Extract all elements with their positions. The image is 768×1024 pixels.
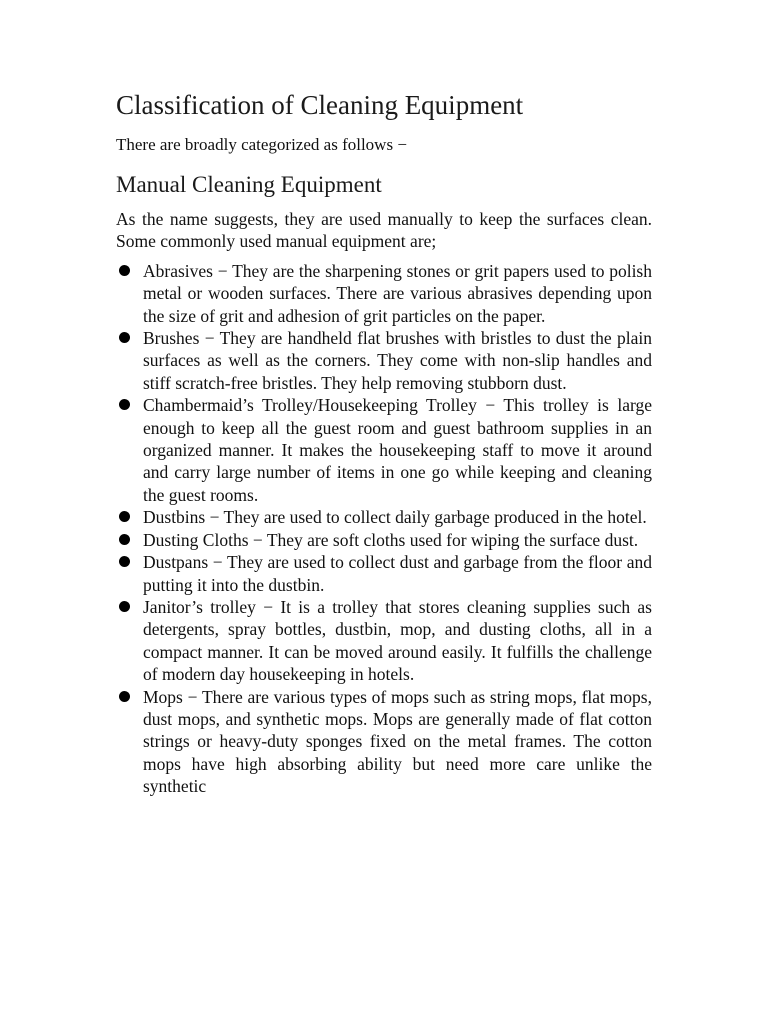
- list-item-brushes: [116, 327, 652, 394]
- list-item-mops: [116, 686, 652, 798]
- document-page: [116, 88, 652, 798]
- item-term: Dustpans: [143, 552, 209, 573]
- item-description: There are various types of mops such as string mops, flat mops, dust mops, and synthetic mops. Mops are generally made of flat cotton strings or heavy-duty sponges fixed on the metal frames. The cotton mops have high absorbing ability but need more care unlike the synthetic: [143, 686, 652, 797]
- equipment-list: [116, 260, 652, 798]
- item-term: Janitor’s trolley: [143, 596, 256, 617]
- bullet-icon: [119, 332, 130, 343]
- bullet-icon: [119, 556, 130, 567]
- intro-paragraph: As the name suggests, they are used manually to keep the surfaces clean. Some commonly used manual equipment are;: [116, 209, 652, 252]
- item-term: Mops: [143, 686, 183, 707]
- item-separator: −: [199, 328, 220, 349]
- item-separator: −: [205, 507, 224, 528]
- item-term: Abrasives: [143, 260, 213, 281]
- item-description: They are the sharpening stones or grit papers used to polish metal or wooden surfaces. There are various abrasives depending upon the size of grit and adhesion of grit particles on the paper.: [143, 260, 652, 326]
- bullet-icon: [119, 265, 130, 276]
- item-term: Dustbins: [143, 507, 206, 528]
- item-description: They are used to collect daily garbage produced in the hotel.: [223, 507, 647, 528]
- list-item-dustpans: [116, 551, 652, 596]
- bullet-icon: [119, 399, 130, 410]
- item-separator: −: [255, 596, 281, 617]
- bullet-icon: [119, 511, 130, 522]
- bullet-icon: [119, 601, 130, 612]
- document-subtitle: There are broadly categorized as follows −: [116, 135, 407, 154]
- item-description: It is a trolley that stores cleaning supplies such as detergents, spray bottles, dustbin, mop, and dusting cloths, all in a compact manner. It can be moved around easily. It fulfills the challenge of modern day housekeeping in hotels.: [143, 596, 652, 685]
- section-heading: Manual Cleaning Equipment: [116, 172, 382, 197]
- list-item-dusting-cloths: [116, 529, 652, 551]
- item-term: Brushes: [143, 328, 200, 349]
- item-description: They are used to collect dust and garbage from the floor and putting it into the dustbin.: [143, 552, 652, 595]
- item-separator: −: [248, 529, 267, 550]
- item-separator: −: [208, 552, 227, 573]
- item-separator: −: [182, 686, 202, 707]
- item-description: They are handheld flat brushes with bristles to dust the plain surfaces as well as the corners. They come with non-slip handles and stiff scratch-free bristles. They help removing stubborn dust.: [143, 328, 652, 393]
- list-item-janitors-trolley: [116, 596, 652, 686]
- bullet-icon: [119, 534, 130, 545]
- item-separator: −: [476, 395, 504, 416]
- item-description: They are soft cloths used for wiping the surface dust.: [266, 529, 639, 550]
- bullet-icon: [119, 691, 130, 702]
- list-item-housekeeping-trolley: [116, 394, 652, 506]
- list-item-dustbins: [116, 506, 652, 528]
- item-description: This trolley is large enough to keep all the guest room and guest bathroom supplies in an organized manner. It makes the housekeeping staff to move it around and carry large number of items in one go while keeping and cleaning the guest rooms.: [143, 395, 652, 505]
- list-item-abrasives: [116, 260, 652, 327]
- item-term: Dusting Cloths: [143, 529, 249, 550]
- item-separator: −: [212, 260, 233, 281]
- item-term: Chambermaid’s Trolley/Housekeeping Trolley: [143, 395, 477, 416]
- document-title: Classification of Cleaning Equipment: [116, 90, 524, 120]
